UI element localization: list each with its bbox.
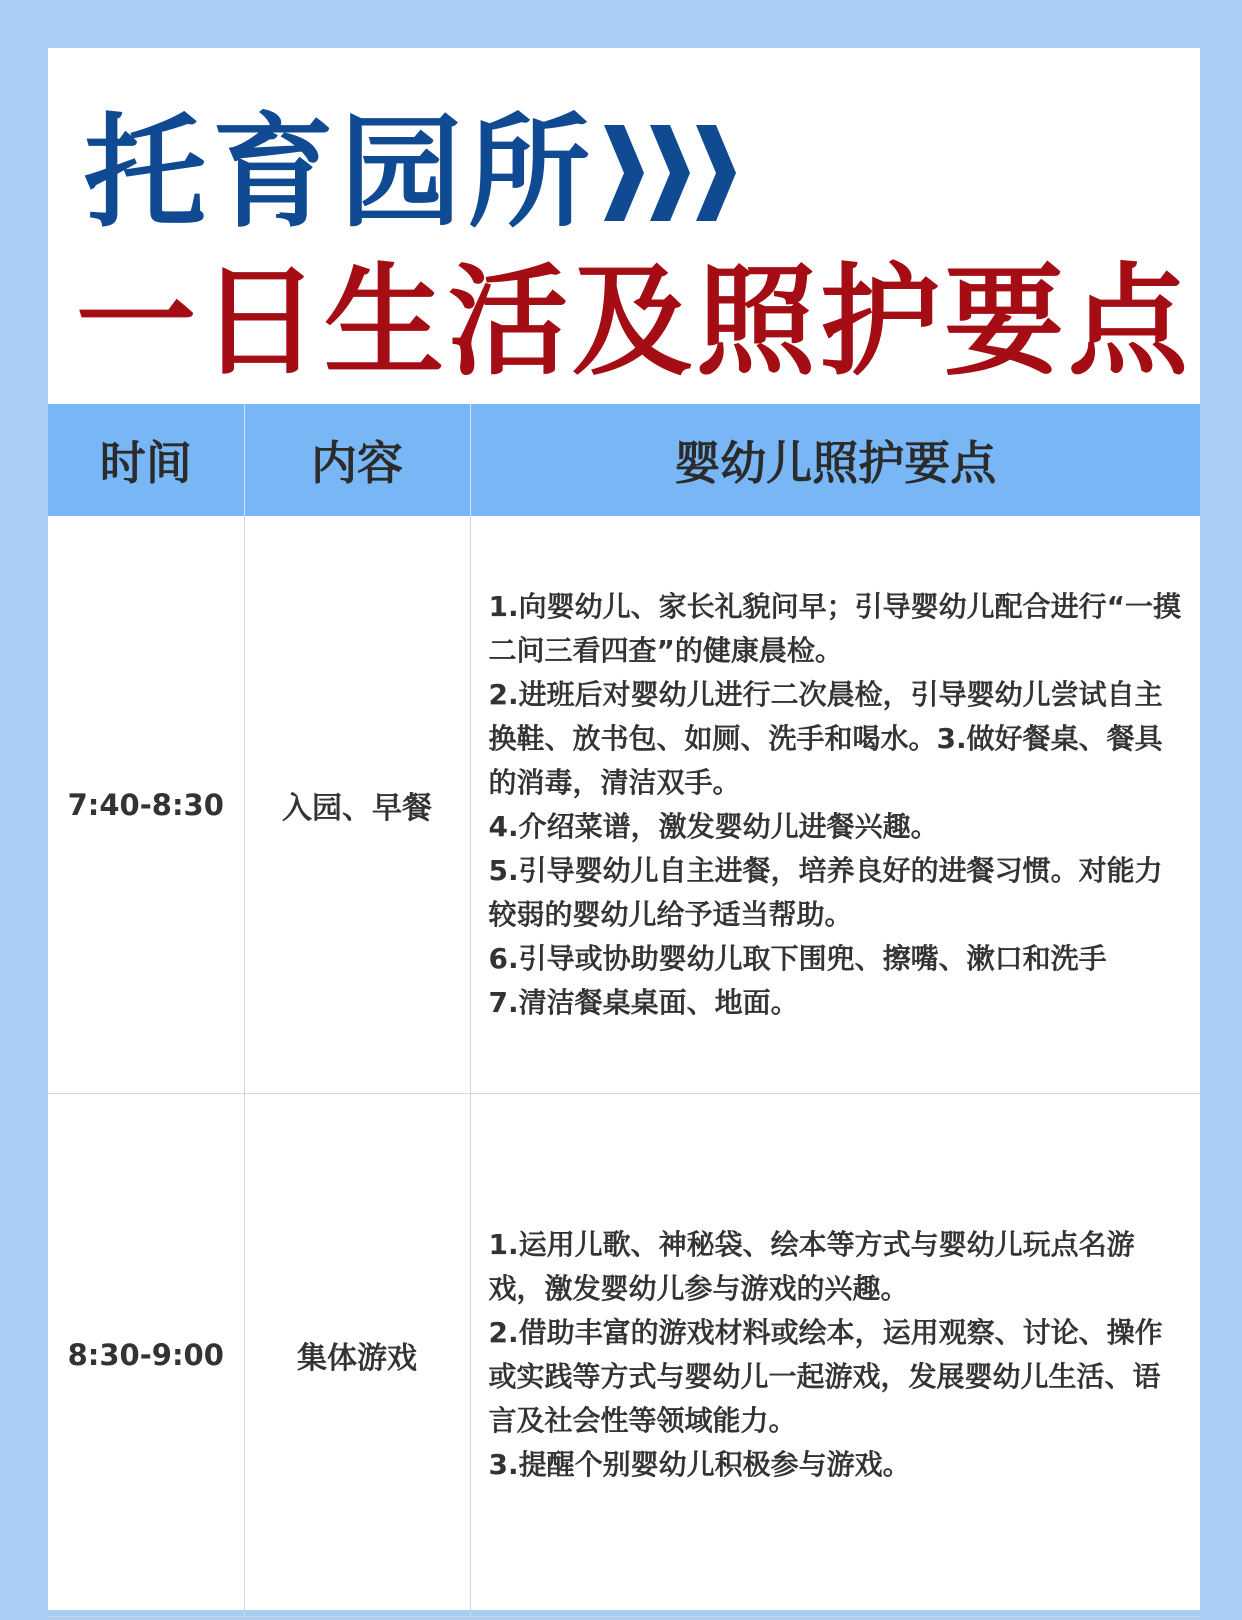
header-content: 内容: [244, 404, 470, 516]
row-content: 集体游戏: [244, 1094, 470, 1617]
table-row: [48, 1094, 1200, 1617]
care-point: 4.介绍菜谱，激发婴幼儿进餐兴趣。: [488, 809, 939, 843]
chevron-right-icon: [604, 125, 644, 221]
care-point: 5.引导婴幼儿自主进餐，培养良好的进餐习惯。对能力较弱的婴幼儿给予适当帮助。: [488, 853, 1163, 931]
care-point: 1.向婴幼儿、家长礼貌问早；引导婴幼儿配合进行“一摸二问三看四查”的健康晨检。: [488, 589, 1182, 667]
row-care-points: [470, 516, 1200, 1094]
table-header-row: [48, 404, 1200, 516]
title-line-2: 一日生活及照护要点: [76, 253, 1192, 392]
care-point: 2.进班后对婴幼儿进行二次晨检，引导婴幼儿尝试自主换鞋、放书包、如厕、洗手和喝水。3.做好餐桌、餐具的消毒，清洁双手。: [488, 677, 1163, 799]
schedule-table: [48, 404, 1200, 1617]
header-time: 时间: [48, 404, 244, 516]
title-text-1: 托育园所: [84, 102, 596, 244]
header-care-points: 婴幼儿照护要点: [470, 404, 1200, 516]
chevron-right-icon: [696, 125, 736, 221]
care-point: 1.运用儿歌、神秘袋、绘本等方式与婴幼儿玩点名游戏，激发婴幼儿参与游戏的兴趣。: [488, 1228, 1135, 1305]
table-row: [48, 516, 1200, 1094]
chevron-right-icon: [650, 125, 690, 221]
care-point: 7.清洁餐桌桌面、地面。: [488, 985, 799, 1019]
poster-card: [48, 48, 1200, 1610]
care-point: 2.借助丰富的游戏材料或绘本，运用观察、讨论、操作或实践等方式与婴幼儿一起游戏，发展婴幼儿生活、语言及社会性等领域能力。: [488, 1316, 1163, 1437]
row-care-points: [470, 1094, 1200, 1617]
care-point: 3.提醒个别婴幼儿积极参与游戏。: [488, 1448, 911, 1481]
row-time: 7:40-8:30: [48, 516, 244, 1094]
row-content: 入园、早餐: [244, 516, 470, 1094]
chevron-arrows-icon: [604, 125, 742, 221]
row-time: 8:30-9:00: [48, 1094, 244, 1617]
care-point: 6.引导或协助婴幼儿取下围兜、擦嘴、漱口和洗手: [488, 941, 1107, 975]
title-line-1: [84, 98, 742, 248]
